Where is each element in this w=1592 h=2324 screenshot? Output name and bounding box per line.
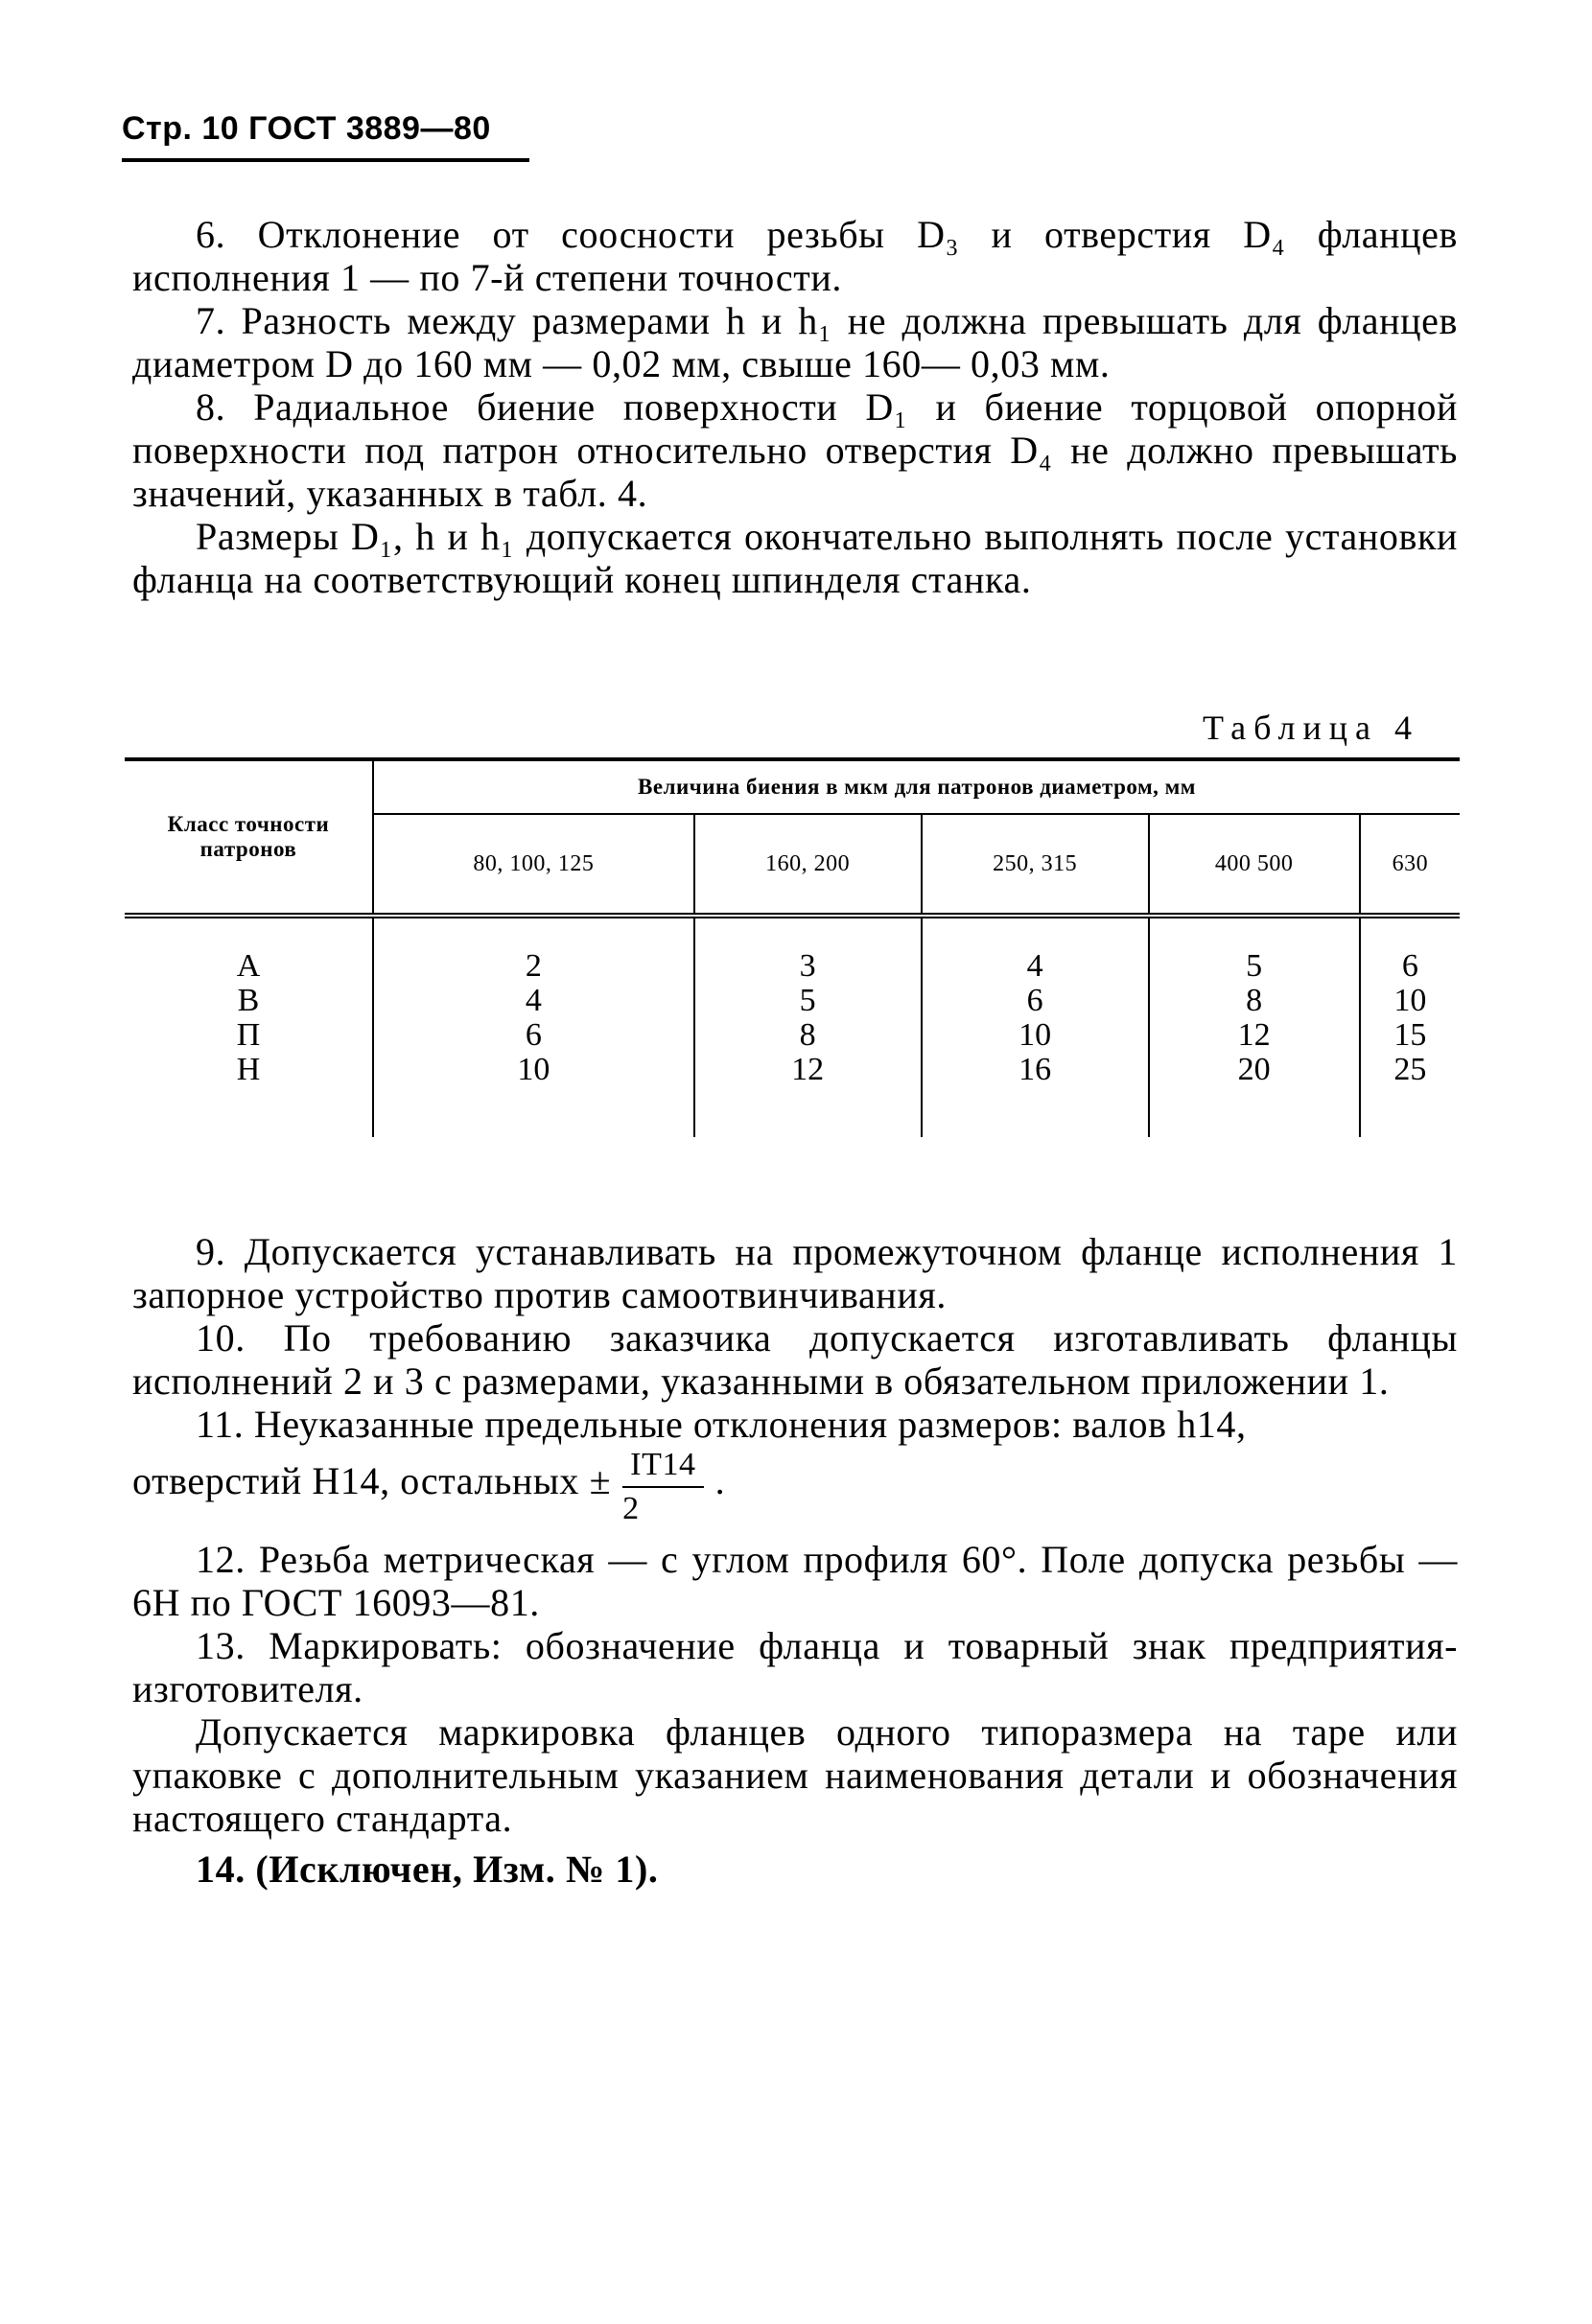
- paragraph-12: 12. Резьба метрическая — с углом профиля 60°. Поле допуска резьбы — 6Н по ГОСТ 16093—81.: [132, 1538, 1458, 1624]
- class-column: [125, 916, 373, 1137]
- paragraph-11-end: .: [714, 1459, 726, 1503]
- page-header: Стр. 10 ГОСТ 3889—80: [122, 110, 491, 147]
- table-cell: 6: [1026, 983, 1043, 1018]
- value-column: [694, 916, 922, 1137]
- table-cell: П: [236, 1017, 261, 1053]
- row-header: Класс точности патронов: [125, 759, 373, 916]
- table-cell: 10: [1018, 1017, 1052, 1053]
- column-header: 80, 100, 125: [473, 850, 595, 876]
- table-cell: 16: [1018, 1052, 1052, 1087]
- table-cell: 12: [1237, 1017, 1271, 1053]
- paragraph-8: 8. Радиальное биение поверхности D₁ и биение торцовой опорной поверхности под патрон относительно отверстия D₄ не должно превышать значений, указанных в табл. 4.: [132, 385, 1458, 515]
- paragraph-8-note: Размеры D₁, h и h₁ допускается окончательно выполнять после установки фланца на соответствующий конец шпинделя станка.: [132, 515, 1458, 601]
- column-header: 630: [1360, 814, 1460, 916]
- value-column: [373, 916, 694, 1137]
- table-cell: 4: [525, 983, 542, 1018]
- value-column: [1149, 916, 1360, 1137]
- table-cell: В: [237, 983, 260, 1018]
- paragraph-11-line2: [132, 1442, 1458, 1528]
- paragraph-9: 9. Допускается устанавливать на промежуточном фланце исполнения 1 запорное устройство против самоотвинчивания.: [132, 1230, 1458, 1316]
- paragraph-6: 6. Отклонение от соосности резьбы D₃ и отверстия D₄ фланцев исполнения 1 — по 7-й степени точности.: [132, 213, 1458, 299]
- value-column: [922, 916, 1149, 1137]
- table-cell: 6: [525, 1017, 542, 1053]
- paragraph-11-text: отверстий Н14, остальных ±: [132, 1459, 612, 1503]
- header-rule: [122, 158, 529, 162]
- table-cell: 8: [799, 1017, 816, 1053]
- fraction-denominator: 2: [622, 1491, 640, 1526]
- table-body-row: [125, 916, 1460, 1137]
- paragraph-11-line1: 11. Неуказанные предельные отклонения размеров: валов h14,: [196, 1403, 1247, 1446]
- table-cell: 5: [1246, 948, 1263, 984]
- upper-text-block: [132, 213, 1458, 601]
- column-header: 250, 315: [922, 814, 1149, 916]
- column-header: 400 500: [1149, 814, 1360, 916]
- paragraph-10: 10. По требованию заказчика допускается изготавливать фланцы исполнений 2 и 3 с размерами, указанными в обязательном приложении 1.: [132, 1316, 1458, 1403]
- lower-text-block: [132, 1230, 1458, 1891]
- value-column: [1360, 916, 1460, 1137]
- table-cell: Н: [236, 1052, 261, 1087]
- table-cell: 10: [1393, 983, 1427, 1018]
- table-cell: 12: [791, 1052, 825, 1087]
- table-cell: 4: [1026, 948, 1043, 984]
- table-cell: 3: [799, 948, 816, 984]
- table-cell: 5: [799, 983, 816, 1018]
- column-header: 160, 200: [694, 814, 922, 916]
- table-cell: А: [236, 948, 261, 984]
- paragraph-13: 13. Маркировать: обозначение фланца и товарный знак предприятия-изготовителя.: [132, 1624, 1458, 1710]
- table-cell: 8: [1246, 983, 1263, 1018]
- fraction-numerator: IT14: [622, 1444, 704, 1488]
- table-cell: 20: [1237, 1052, 1271, 1087]
- table-cell: 25: [1393, 1052, 1427, 1087]
- table-4: [125, 757, 1460, 1137]
- table-cell: 6: [1401, 948, 1418, 984]
- paragraph-13-note: Допускается маркировка фланцев одного типоразмера на таре или упаковке с дополнительным указанием наименования детали и обозначения настоящего стандарта.: [132, 1710, 1458, 1840]
- paragraph-7: 7. Разность между размерами h и h₁ не должна превышать для фланцев диаметром D до 160 мм — 0,02 мм, свыше 160— 0,03 мм.: [132, 299, 1458, 385]
- table-cell: 10: [517, 1052, 550, 1087]
- table-cell: 15: [1393, 1017, 1427, 1053]
- table-cell: 2: [525, 948, 542, 984]
- group-header: Величина биения в мкм для патронов диаметром, мм: [373, 759, 1460, 814]
- fraction: [622, 1444, 704, 1530]
- table-caption: Таблица 4: [1203, 709, 1419, 747]
- paragraph-14: 14. (Исключен, Изм. № 1).: [196, 1848, 659, 1891]
